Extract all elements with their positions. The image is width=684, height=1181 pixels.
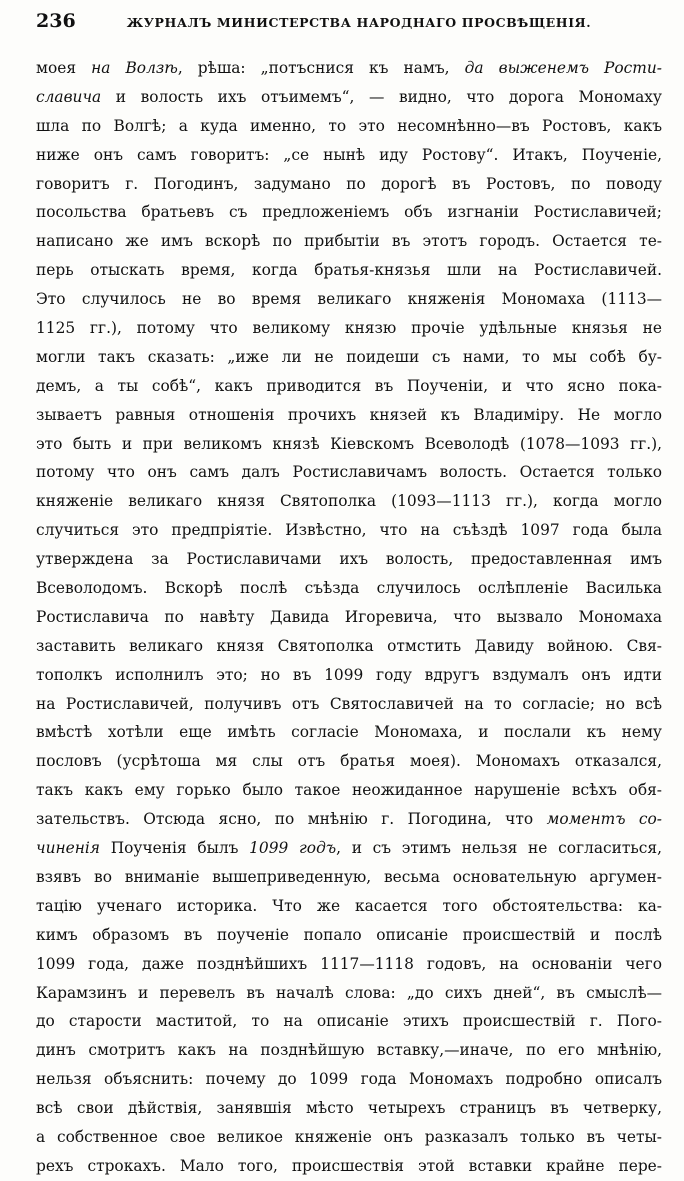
text-segment: демъ, а ты собѣ“, какъ приводится въ Поученіи, и что ясно пока- bbox=[36, 376, 662, 395]
text-line bbox=[36, 747, 662, 776]
text-line bbox=[36, 54, 662, 83]
text-segment: Всеволодомъ. Вскорѣ послѣ съѣзда случилось ослѣпленіе Василька bbox=[36, 579, 662, 598]
text-segment: до старости маститой, то на описаніе этихъ происшествій г. Пого- bbox=[36, 1012, 662, 1031]
text-segment: , рѣша: „потъснися къ намъ, bbox=[177, 59, 465, 77]
text-line bbox=[36, 1152, 662, 1181]
text-line bbox=[36, 661, 662, 690]
text-segment: Это случилось не во время великаго княженія Мономаха (1113— bbox=[36, 290, 662, 309]
text-segment: нельзя объяснить: почему до 1099 года Мономахъ подробно описалъ bbox=[36, 1070, 662, 1089]
text-segment: могли такъ сказать: „иже ли не поидеши съ нами, то мы собѣ бу- bbox=[36, 347, 662, 366]
text-line bbox=[36, 83, 662, 112]
text-segment: заставить великаго князя Святополка отмстить Давиду войною. Свя- bbox=[36, 636, 662, 655]
text-segment: кимъ образомъ въ поученіе попало описаніе происшествій и послѣ bbox=[36, 925, 662, 944]
page-number: 236 bbox=[36, 10, 76, 32]
text-segment: рехъ строкахъ. Мало того, происшествія этой вставки крайне пере- bbox=[36, 1156, 662, 1175]
italic-text-segment: славича bbox=[36, 87, 102, 106]
text-segment: всѣ свои дѣйствія, занявшія мѣсто четырехъ страницъ въ четверку, bbox=[36, 1099, 662, 1118]
text-line bbox=[36, 141, 662, 170]
text-line bbox=[36, 863, 662, 892]
text-segment: моея bbox=[36, 59, 92, 77]
text-segment: Ростиславича по навѣту Давида Игоревича, что вызвало Мономаха bbox=[36, 607, 662, 626]
text-segment: перь отыскать время, когда братья-князья шли на Ростиславичей. bbox=[36, 261, 662, 280]
text-line bbox=[36, 1036, 662, 1065]
text-segment: 1125 гг.), потому что великому князю прочіе удѣльные князья не bbox=[36, 319, 662, 338]
italic-text-segment: чиненія bbox=[36, 839, 100, 858]
text-line bbox=[36, 921, 662, 950]
text-line bbox=[36, 401, 662, 430]
text-segment: Поученія былъ bbox=[99, 839, 250, 858]
text-line bbox=[36, 979, 662, 1008]
text-line bbox=[36, 372, 662, 401]
text-segment: утверждена за Ростиславичами ихъ волость, предоставленная имъ bbox=[36, 550, 662, 569]
text-line bbox=[36, 805, 662, 834]
text-segment: это быть и при великомъ князѣ Кіевскомъ Всеволодѣ (1078—1093 гг.), bbox=[36, 434, 662, 453]
text-line bbox=[36, 718, 662, 747]
text-line bbox=[36, 227, 662, 256]
text-line bbox=[36, 516, 662, 545]
text-line bbox=[36, 1094, 662, 1123]
text-line bbox=[36, 487, 662, 516]
text-segment: пословъ (усрѣтоша мя слы отъ братья моея). Мономахъ отказался, bbox=[36, 752, 662, 771]
text-line bbox=[36, 112, 662, 141]
text-line bbox=[36, 458, 662, 487]
text-segment: зательствъ. Отсюда ясно, по мнѣнію г. Погодина, что bbox=[36, 810, 547, 829]
text-segment: и волость ихъ отъимемъ“, — видно, что дорога Мономаху bbox=[101, 87, 662, 106]
text-segment: посольства братьевъ съ предложеніемъ объ изгнаніи Ростиславичей; bbox=[36, 203, 662, 222]
text-line bbox=[36, 545, 662, 574]
text-line bbox=[36, 314, 662, 343]
text-line bbox=[36, 892, 662, 921]
text-segment: ниже онъ самъ говоритъ: „се нынѣ иду Ростову“. Итакъ, Поученіе, bbox=[36, 145, 662, 164]
text-segment: а собственное свое великое княженіе онъ разказалъ только въ четы- bbox=[36, 1127, 662, 1146]
text-segment: потому что онъ самъ далъ Ростиславичамъ волость. Остается только bbox=[36, 463, 662, 482]
text-line bbox=[36, 256, 662, 285]
running-head: ЖУРНАЛЪ МИНИСТЕРСТВА НАРОДНАГО ПРОСВѢЩЕНІЯ. bbox=[126, 15, 592, 30]
text-line bbox=[36, 1123, 662, 1152]
text-segment: случиться это предпріятіе. Извѣстно, что на съѣздѣ 1097 года была bbox=[36, 521, 662, 540]
text-segment: взявъ во вниманіе вышеприведенную, весьма основательную аргумен- bbox=[36, 867, 662, 886]
text-line bbox=[36, 574, 662, 603]
text-segment: на Ростиславичей, получивъ отъ Святославичей на то согласіе; но всѣ bbox=[36, 694, 662, 713]
text-line bbox=[36, 1065, 662, 1094]
italic-text-segment: да выженемъ Рости- bbox=[464, 59, 662, 77]
italic-text-segment: на Волзѣ bbox=[91, 59, 178, 77]
text-line bbox=[36, 343, 662, 372]
italic-text-segment: моментъ со- bbox=[546, 810, 662, 829]
text-segment: , и съ этимъ нельзя не согласиться, bbox=[336, 839, 662, 858]
text-line bbox=[36, 834, 662, 863]
text-line bbox=[36, 776, 662, 805]
text-segment: княженіе великаго князя Святополка (1093—1113 гг.), когда могло bbox=[36, 492, 662, 511]
text-segment: тополкъ исполнилъ это; но въ 1099 году вдругъ вздумалъ онъ идти bbox=[36, 665, 662, 684]
text-line bbox=[36, 285, 662, 314]
text-line bbox=[36, 1007, 662, 1036]
text-line bbox=[36, 170, 662, 199]
text-segment: 1099 года, даже позднѣйшихъ 1117—1118 годовъ, на основаніи чего bbox=[36, 954, 662, 973]
text-line bbox=[36, 603, 662, 632]
text-line bbox=[36, 950, 662, 979]
body-text bbox=[36, 54, 662, 1181]
text-line bbox=[36, 632, 662, 661]
text-segment: зываетъ равныя отношенія прочихъ князей къ Владиміру. Не могло bbox=[36, 405, 662, 424]
text-line bbox=[36, 198, 662, 227]
text-line bbox=[36, 430, 662, 459]
text-segment: такъ какъ ему горько было такое неожиданное нарушеніе всѣхъ обя- bbox=[36, 781, 662, 800]
page-header bbox=[36, 10, 662, 40]
text-segment: тацію ученаго историка. Что же касается того обстоятельства: ка- bbox=[36, 896, 662, 915]
text-segment: шла по Волгѣ; а куда именно, то это несомнѣнно—въ Ростовъ, какъ bbox=[36, 116, 662, 135]
text-segment: говоритъ г. Погодинъ, задумано по дорогѣ въ Ростовъ, по поводу bbox=[36, 174, 662, 193]
text-line bbox=[36, 690, 662, 719]
text-segment: динъ смотритъ какъ на позднѣйшую вставку,—иначе, по его мнѣнію, bbox=[36, 1041, 662, 1060]
text-segment: написано же имъ вскорѣ по прибытіи въ этотъ городъ. Остается те- bbox=[36, 232, 662, 251]
italic-text-segment: 1099 годъ bbox=[249, 839, 337, 858]
text-segment: Карамзинъ и перевелъ въ началѣ слова: „до сихъ дней“, въ смыслѣ— bbox=[36, 983, 662, 1002]
text-segment: вмѣстѣ хотѣли еще имѣть согласіе Мономаха, и послали къ нему bbox=[36, 723, 662, 742]
